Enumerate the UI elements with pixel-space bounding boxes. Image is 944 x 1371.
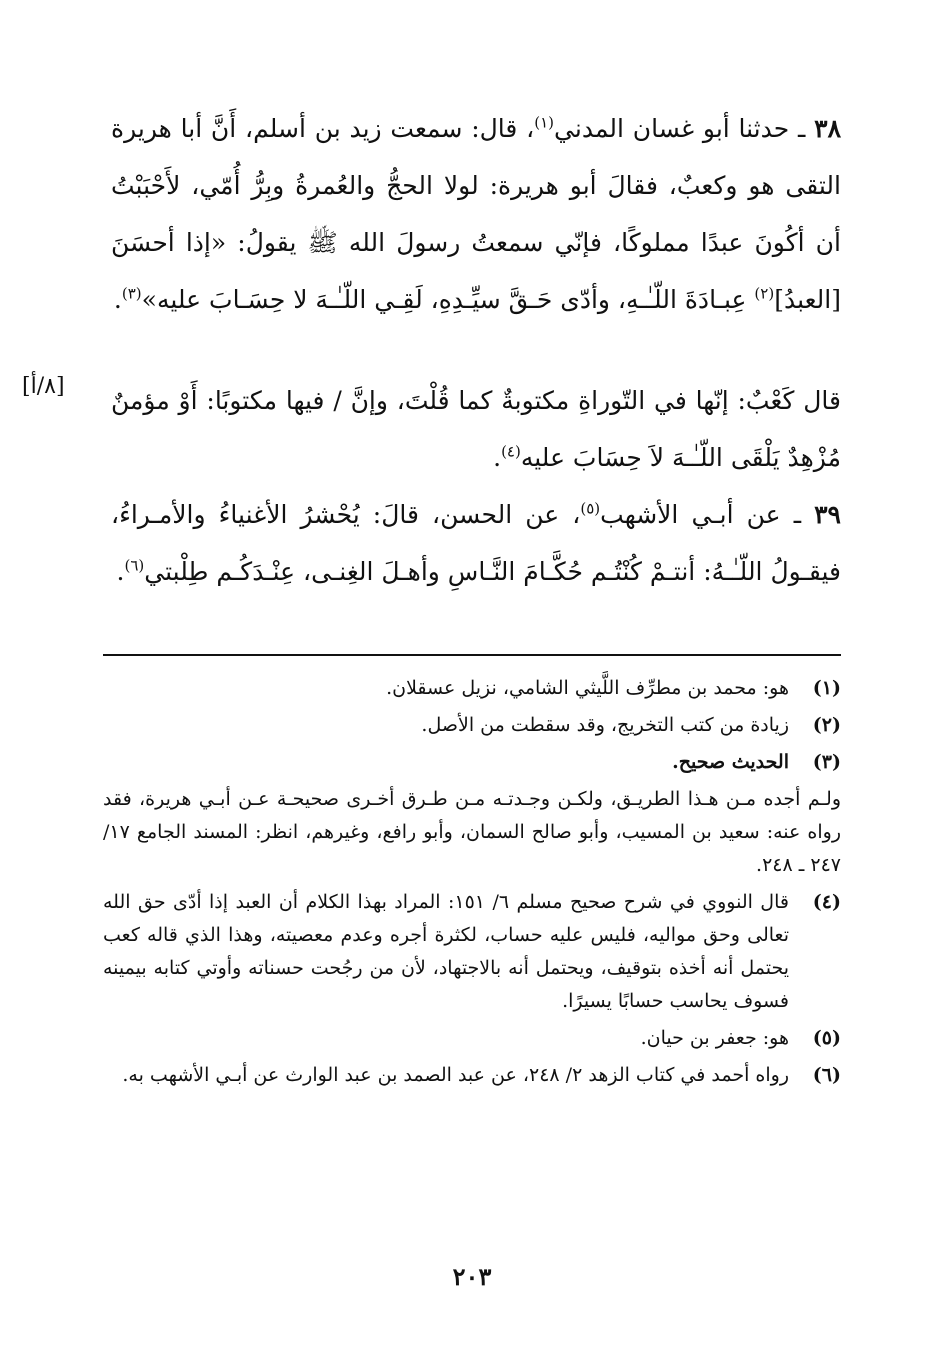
footnote-item <box>103 1022 841 1055</box>
footnote-ref: (٢) <box>754 284 775 303</box>
footnote-text: زيادة من كتب التخريج، وقد سقطت من الأصل. <box>421 714 789 736</box>
footnote-ref: (٥) <box>580 499 601 518</box>
hadith-number: ٣٨ <box>814 114 841 143</box>
folio-marker: [٨/أ] <box>22 374 65 399</box>
footnote-number: (٢) <box>812 714 841 736</box>
footnote-text: الحديث صحيح. <box>672 751 789 773</box>
footnote-number: (٦) <box>812 1064 841 1086</box>
footnote-ref: (٤) <box>501 442 521 461</box>
footnote-item <box>103 1059 841 1092</box>
footnote-number: (١) <box>812 677 841 699</box>
footnote-number: (٣) <box>812 751 841 773</box>
footnote-number: (٤) <box>812 891 841 913</box>
footnote-item <box>103 746 841 779</box>
hadith-text: عن أبـي الأشهب <box>600 500 781 529</box>
hadith-text: . <box>113 285 122 314</box>
footnote-continuation: ولـم أجده مـن هـذا الطريـق، ولكـن وجـدتـه مـن طـرق أخـرى صحيحـة عـن أبـي هريرة، فقد رواه عنه: سعيد بن المسيب، وأبو صالح السمان، وأبو رافع، وغيرهم، انظر: المسند الجامع ١٧/ ٢٤٧ ـ ٢٤٨. <box>103 788 841 876</box>
footnote-text: هو: جعفر بن حيان. <box>640 1027 789 1049</box>
footnote-text: هو: محمد بن مطرِّف اللَّيثي الشامي، نزيل عسقلان. <box>386 677 789 699</box>
kaab-text: . <box>493 443 502 472</box>
hadith-text: ، عن الحسن، قالَ: يُحْشرُ الأغنياءُ والأمـراءُ، فيقـولُ اللّـٰـهُ: أنتـمْ كُنْتُـم حُكَّـامَ النَّـاسِ وأهـلَ الغِنـى، عِنْـدَكُـم طِلْبتي <box>111 500 841 586</box>
hadith-38-paragraph <box>111 100 841 328</box>
hadith-39-paragraph <box>111 486 841 600</box>
kaab-paragraph <box>111 372 841 486</box>
dash: ـ <box>793 500 802 529</box>
hadith-text: حدثنا أبو غسان المدني <box>554 114 790 143</box>
page-number: ٢٠٣ <box>452 1262 492 1291</box>
footnote-item <box>103 886 841 1018</box>
hadith-number: ٣٩ <box>814 500 841 529</box>
footnote-divider <box>103 654 841 656</box>
footnote-ref: (١) <box>534 113 555 132</box>
footnote-item <box>103 709 841 742</box>
footnote-ref: (٦) <box>124 556 145 575</box>
footnote-item <box>103 672 841 705</box>
footnote-text: قال النووي في شرح صحيح مسلم ٦/ ١٥١: المراد بهذا الكلام أن العبد إذا أدّى حق الله تعالى وحق مواليه، فليس عليه حساب، لكثرة أجره وعدم معصيته، وهذا الذي قاله كعب يحتمل أنه أخذه بتوقيف، ويحتمل أنه بالاجتهاد، لأن من رجُحت حسناته وأوتي كتابه بيمينه فسوف يحاسب حسابًا يسيرًا. <box>103 891 789 1012</box>
footnotes <box>103 672 841 1096</box>
hadith-text: ، قال: سمعت زيد بن أسلم، أَنَّ أبا هريرة التقى هو وكعبٌ، فقالَ أبو هريرة: لولا الحجُّ والعُمرةُ وبِرُّ أُمّي، لأَحْبَبْتُ أن أكُونَ عبدًا مملوكًا، فإنّي سمعتُ رسولَ الله ﷺ يقولُ: «إذا أحسَنَ [العبدُ] <box>111 114 841 314</box>
hadith-text: . <box>116 557 125 586</box>
footnote-number: (٥) <box>812 1027 841 1049</box>
footnote-ref: (٣) <box>121 284 142 303</box>
hadith-text: عِبـادَةَ اللّـٰـهِ، وأدّى حَـقَّ سيِّـدِهِ، لَقِـي اللّـٰـهَ لا حِسَـابَ عليه» <box>141 285 747 314</box>
footnote-text: رواه أحمد في كتاب الزهد ٢/ ٢٤٨، عن عبد الصمد بن عبد الوارث عن أبـي الأشهب به. <box>122 1064 789 1086</box>
kaab-text: قال كَعْبٌ: إنّها في التّوراةِ مكتوبةٌ كما قُلْتَ، وإنَّ / فيها مكتوبًا: أَوْ مؤمنٌ مُزْهِدٌ يَلْقَى اللّـٰـهَ لاَ حِسَابَ عليه <box>111 386 841 472</box>
dash: ـ <box>798 114 806 143</box>
